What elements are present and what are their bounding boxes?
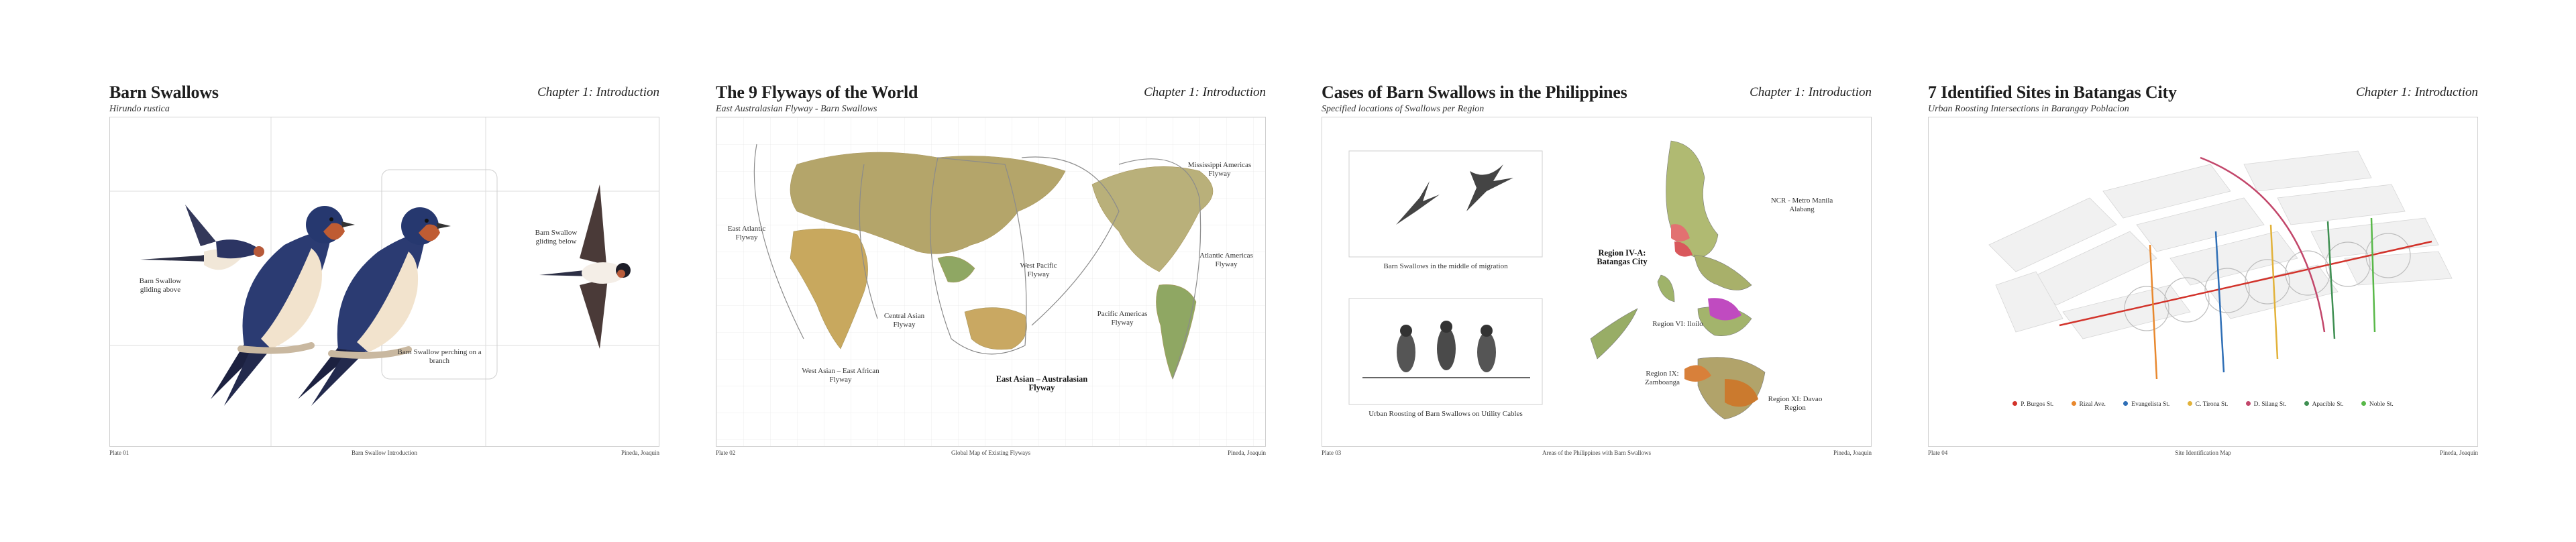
label-pacific-americas: Pacific Americas Flyway — [1097, 310, 1148, 327]
plate-author: Pineda, Joaquin — [2440, 449, 2478, 456]
legend-dot — [2361, 401, 2366, 406]
legend-dot — [2188, 401, 2192, 406]
legend-label: C. Tirona St. — [2195, 401, 2229, 408]
legend-dot — [2304, 401, 2309, 406]
legend-dot — [2246, 401, 2251, 406]
world-flyway-map — [716, 117, 1265, 446]
plate-number: Plate 01 — [109, 449, 129, 456]
label-ncr: NCR - Metro Manila Alabang — [1770, 197, 1833, 213]
plate-frame — [716, 117, 1266, 447]
plate-subtitle: East Australasian Flyway - Barn Swallows — [716, 104, 877, 114]
caption-migration: Barn Swallows in the middle of migration — [1383, 262, 1508, 270]
legend-item — [2304, 401, 2344, 408]
plate-title: The 9 Flyways of the World — [716, 83, 918, 102]
island-mindoro — [1658, 275, 1674, 302]
label-atlantic-americas: Atlantic Americas Flyway — [1199, 252, 1253, 268]
label-mississippi: Mississippi Americas Flyway — [1187, 161, 1252, 178]
chapter-label: Chapter 1: Introduction — [2356, 85, 2478, 99]
legend-label: Apacible St. — [2312, 401, 2344, 408]
label-region-6: Region VI: Iloilo — [1652, 320, 1703, 328]
legend-dot — [2072, 401, 2076, 406]
plate-philippines — [1322, 80, 1872, 470]
label-east-atlantic: East Atlantic Flyway — [727, 225, 766, 241]
plate-flyways — [716, 80, 1266, 470]
plate-description: Site Identification Map — [2175, 449, 2231, 456]
legend-item — [2072, 401, 2106, 408]
legend-item — [2123, 401, 2169, 408]
swallow-gliding-above-shape — [140, 205, 264, 270]
legend-item — [2188, 401, 2229, 408]
plate-author: Pineda, Joaquin — [621, 449, 659, 456]
caption-roosting: Urban Roosting of Barn Swallows on Utility Cables — [1368, 410, 1523, 418]
plate-batangas-sites — [1928, 80, 2478, 470]
label-region-9: Region IX: Zamboanga — [1645, 370, 1680, 386]
legend-label: P. Burgos St. — [2021, 401, 2054, 408]
legend-item — [2012, 401, 2053, 408]
plate-title: Cases of Barn Swallows in the Philippines — [1322, 83, 1627, 102]
label-central-asian: Central Asian Flyway — [883, 312, 925, 329]
label-gliding-below: Barn Swallow gliding below — [535, 229, 578, 246]
label-region-11: Region XI: Davao Region — [1768, 395, 1823, 412]
swallow-illustration — [110, 117, 659, 446]
label-east-asian: East Asian – Australasian Flyway — [996, 374, 1088, 392]
legend-label: Evangelista St. — [2131, 401, 2170, 408]
label-west-pacific: West Pacific Flyway — [1020, 262, 1057, 278]
plate-frame — [109, 117, 659, 447]
chapter-label: Chapter 1: Introduction — [1144, 85, 1266, 99]
plate-footer — [109, 449, 659, 460]
plate-subtitle: Urban Roosting Intersections in Barangay Poblacion — [1928, 104, 2129, 114]
region-iloilo-highlight — [1708, 298, 1741, 320]
island-luzon — [1666, 141, 1719, 258]
label-perching: Barn Swallow perching on a branch — [397, 348, 482, 365]
legend-label: D. Silang St. — [2253, 401, 2287, 408]
plate-subtitle: Hirundo rustica — [109, 104, 170, 114]
plate-subtitle: Specified locations of Swallows per Region — [1322, 104, 1485, 114]
plate-frame — [1928, 117, 2478, 447]
plate-description: Barn Swallow Introduction — [352, 449, 417, 456]
plate-barn-swallows — [109, 80, 659, 470]
plate-author: Pineda, Joaquin — [1228, 449, 1266, 456]
legend-item — [2361, 401, 2394, 408]
plate-footer — [716, 449, 1266, 460]
site-map — [1929, 117, 2477, 446]
plate-description: Global Map of Existing Flyways — [951, 449, 1030, 456]
label-region-4a: Region IV-A: Batangas City — [1597, 248, 1648, 266]
legend-label: Rizal Ave. — [2079, 401, 2106, 408]
legend-item — [2246, 401, 2287, 408]
plate-author: Pineda, Joaquin — [1833, 449, 1872, 456]
plate-number: Plate 04 — [1928, 449, 1948, 456]
island-palawan — [1591, 309, 1638, 359]
legend-dot — [2123, 401, 2128, 406]
swallow-gliding-below-shape — [539, 184, 631, 349]
legend-dot — [2012, 401, 2017, 406]
label-west-asian: West Asian – East African Flyway — [802, 367, 879, 384]
chapter-label: Chapter 1: Introduction — [537, 85, 659, 99]
photo-frame-migration — [1349, 151, 1542, 257]
plate-title: Barn Swallows — [109, 83, 219, 102]
legend-label: Noble St. — [2369, 401, 2394, 408]
plate-description: Areas of the Philippines with Barn Swallows — [1542, 449, 1651, 456]
plate-number: Plate 03 — [1322, 449, 1342, 456]
street-legend — [1929, 401, 2477, 408]
label-gliding-above: Barn Swallow gliding above — [139, 277, 182, 294]
chapter-label: Chapter 1: Introduction — [1750, 85, 1872, 99]
plate-footer — [1322, 449, 1872, 460]
island-southern-luzon — [1695, 255, 1752, 290]
plate-title: 7 Identified Sites in Batangas City — [1928, 83, 2177, 102]
plate-footer — [1928, 449, 2478, 460]
plate-number: Plate 02 — [716, 449, 736, 456]
plate-frame — [1322, 117, 1872, 447]
